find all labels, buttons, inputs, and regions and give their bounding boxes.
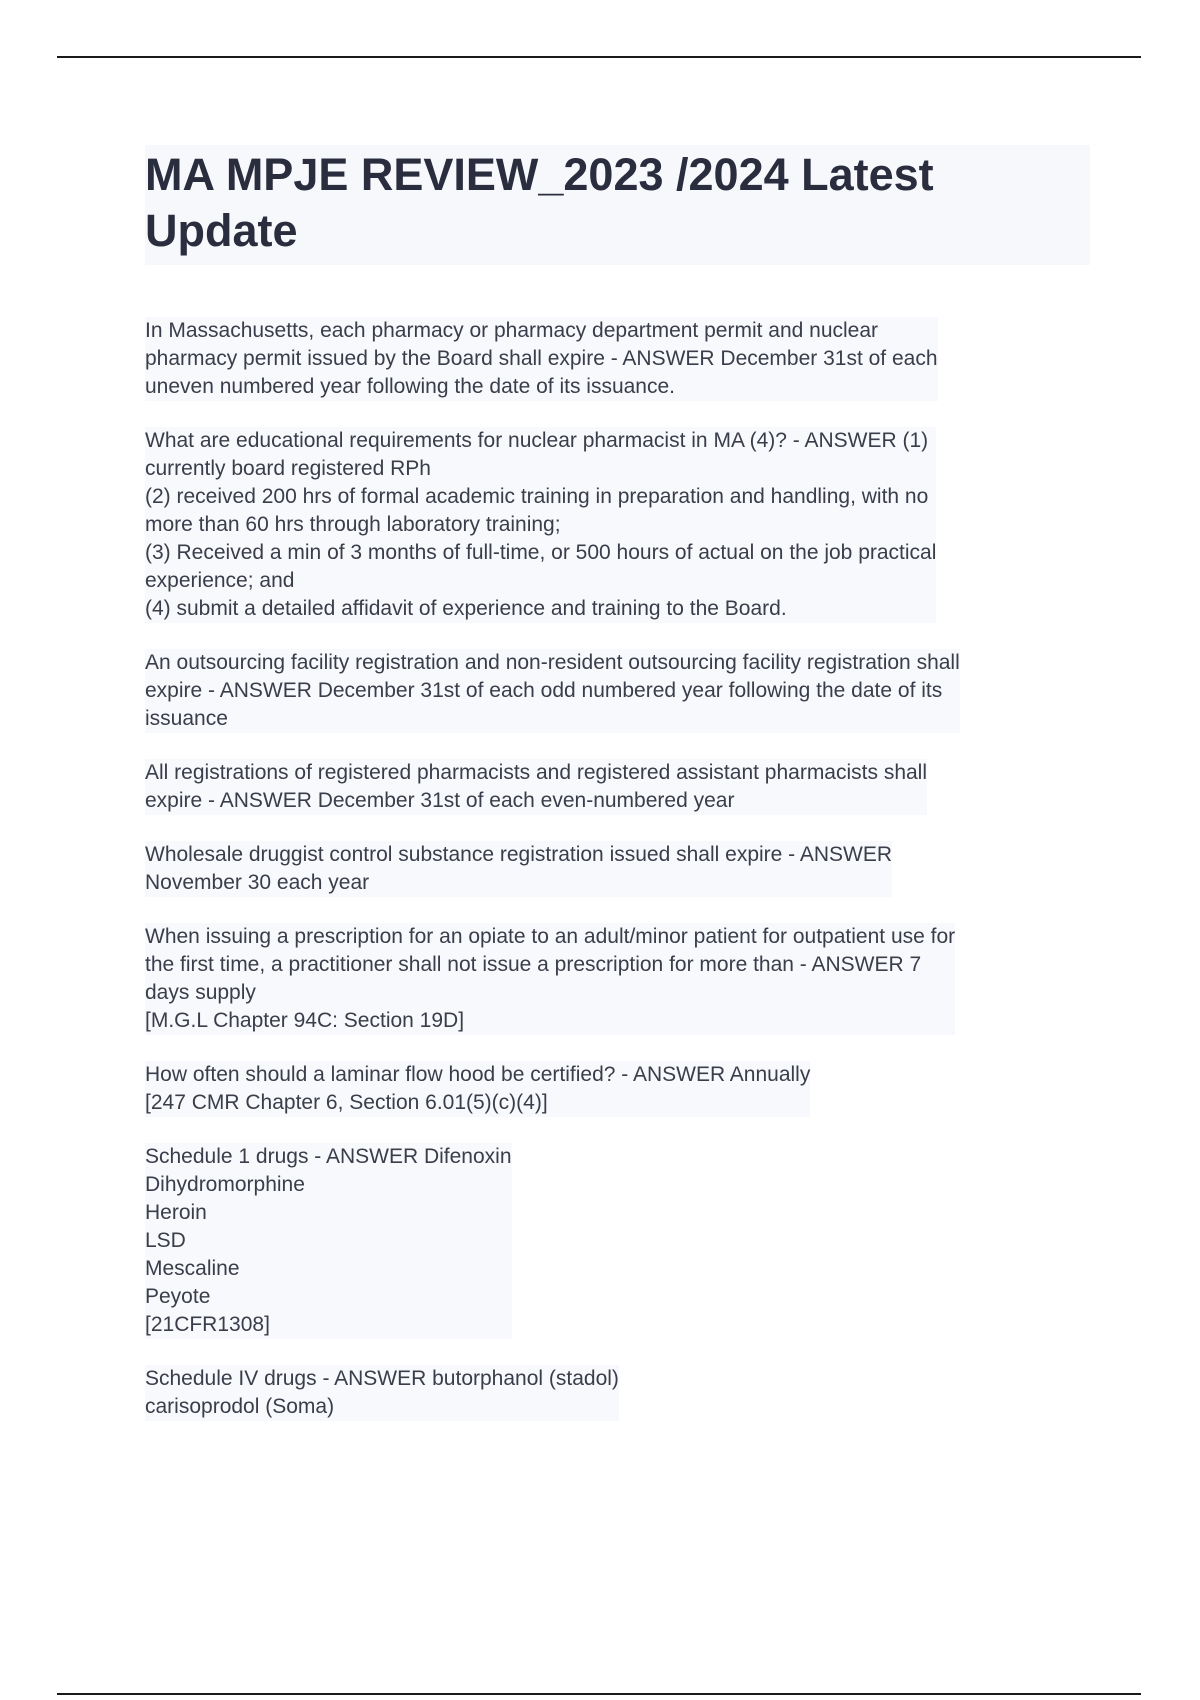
qa-item: How often should a laminar flow hood be certified? - ANSWER Annually [247 CMR Chapter 6, Section 6.01(5)(c)(4)]: [145, 1061, 810, 1117]
qa-item: All registrations of registered pharmacists and registered assistant pharmacists shall expire - ANSWER December 31st of each even-numbered year: [145, 759, 927, 815]
title-block: [145, 145, 1090, 265]
document-body: [145, 145, 1090, 1447]
document-title: MA MPJE REVIEW_2023 /2024 Latest Update: [145, 149, 934, 256]
qa-item: Wholesale druggist control substance registration issued shall expire - ANSWER November 30 each year: [145, 841, 892, 897]
qa-item: An outsourcing facility registration and non-resident outsourcing facility registration shall expire - ANSWER December 31st of each odd numbered year following the date of its issuance: [145, 649, 960, 733]
bottom-divider: [57, 1693, 1141, 1695]
top-divider: [57, 56, 1141, 58]
qa-item: What are educational requirements for nuclear pharmacist in MA (4)? - ANSWER (1) currently board registered RPh (2) received 200 hrs of formal academic training in preparation and handling, with no more than 60 hrs through laboratory training; (3) Received a min of 3 months of full-time, or 500 hours of actual on the job practical experience; and (4) submit a detailed affidavit of experience and training to the Board.: [145, 427, 936, 623]
qa-item: In Massachusetts, each pharmacy or pharmacy department permit and nuclear pharmacy permit issued by the Board shall expire - ANSWER December 31st of each uneven numbered year following the date of its issuance.: [145, 317, 938, 401]
qa-item: Schedule IV drugs - ANSWER butorphanol (stadol) carisoprodol (Soma): [145, 1365, 619, 1421]
qa-list: [145, 317, 1090, 1447]
qa-item: When issuing a prescription for an opiate to an adult/minor patient for outpatient use for the first time, a practitioner shall not issue a prescription for more than - ANSWER 7 days supply [M.G.L Chapter 94C: Section 19D]: [145, 923, 955, 1035]
qa-item: Schedule 1 drugs - ANSWER Difenoxin Dihydromorphine Heroin LSD Mescaline Peyote [21CFR1308]: [145, 1143, 512, 1339]
